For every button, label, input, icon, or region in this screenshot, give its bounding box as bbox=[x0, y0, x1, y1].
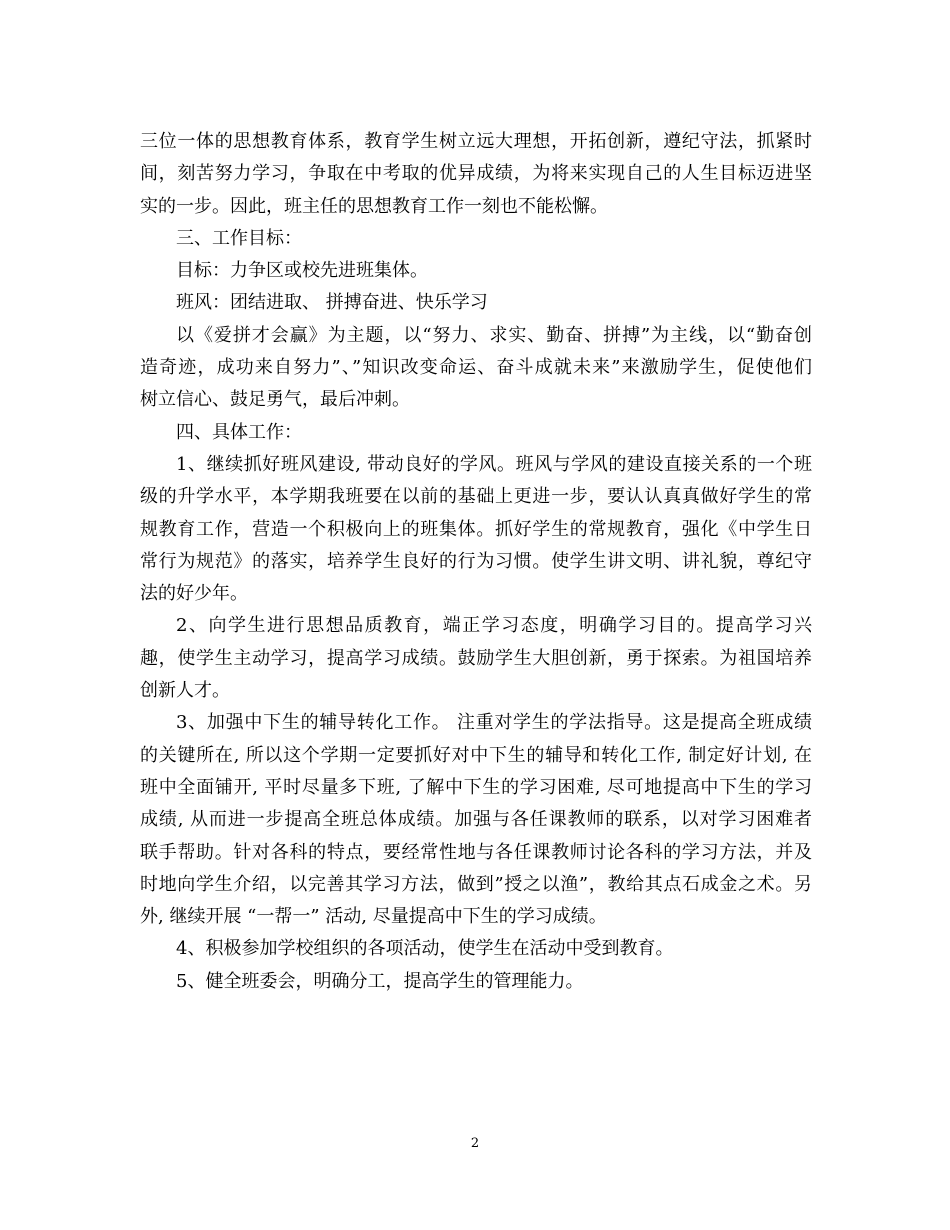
text-line: 以《爱拼才会赢》为主题，以“努力、求实、勤奋、拼搏”为主线，以“勤奋创 bbox=[176, 324, 812, 346]
text-line: 级的升学水平，本学期我班要在以前的基础上更进一步，要认认真真做好学生的常 bbox=[140, 486, 812, 508]
text-line: 班风：团结进取、 拼搏奋进、快乐学习 bbox=[176, 292, 488, 314]
text-line: 间，刻苦努力学习，争取在中考取的优异成绩，为将来实现自己的人生目标迈进坚 bbox=[140, 163, 812, 185]
section-heading: 三、工作目标： bbox=[176, 227, 302, 249]
text-line: 时地向学生介绍，以完善其学习方法，做到”授之以渔”，教给其点石成金之术。另 bbox=[140, 873, 812, 895]
text-line: 三位一体的思想教育体系，教育学生树立远大理想，开拓创新，遵纪守法，抓紧时 bbox=[140, 131, 812, 152]
text-line: 的关键所在, 所以这个学期一定要抓好对中下生的辅导和转化工作, 制定好计划, 在 bbox=[140, 744, 812, 766]
text-line: 趣，使学生主动学习，提高学习成绩。鼓励学生大胆创新，勇于探索。为祖国培养 bbox=[140, 647, 812, 669]
text-line: 4、积极参加学校组织的各项活动，使学生在活动中受到教育。 bbox=[176, 938, 674, 960]
text-line: 常行为规范》的落实，培养学生良好的行为习惯。使学生讲文明、讲礼貌，尊纪守 bbox=[140, 550, 812, 572]
text-line: 法的好少年。 bbox=[140, 583, 248, 605]
document-body bbox=[140, 126, 812, 998]
text-line: 2、向学生进行思想品质教育，端正学习态度，明确学习目的。提高学习兴 bbox=[176, 615, 812, 637]
text-line: 3、加强中下生的辅导转化工作。 注重对学生的学法指导。这是提高全班成绩 bbox=[176, 712, 812, 734]
text-line: 联手帮助。针对各科的特点，要经常性地与各任课教师讨论各科的学习方法，并及 bbox=[140, 841, 812, 863]
text-line: 成绩, 从而进一步提高全班总体成绩。加强与各任课教师的联系，以对学习困难者 bbox=[140, 809, 812, 831]
section-heading: 四、具体工作： bbox=[176, 421, 302, 443]
text-line: 创新人才。 bbox=[140, 680, 230, 702]
text-line: 目标：力争区或校先进班集体。 bbox=[176, 260, 428, 282]
text-line: 造奇迹，成功来自努力”、”知识改变命运、奋斗成就未来”来激励学生，促使他们 bbox=[140, 357, 812, 379]
text-line: 规教育工作，营造一个积极向上的班集体。抓好学生的常规教育，强化《中学生日 bbox=[140, 518, 812, 540]
page-number: 2 bbox=[470, 1136, 480, 1151]
text-line: 班中全面铺开, 平时尽量多下班, 了解中下生的学习困难, 尽可地提高中下生的学习 bbox=[140, 776, 812, 798]
text-line: 树立信心、鼓足勇气，最后冲刺。 bbox=[140, 389, 410, 411]
text-line: 外, 继续开展 “一帮一” 活动, 尽量提高中下生的学习成绩。 bbox=[140, 906, 607, 928]
text-line: 实的一步。因此，班主任的思想教育工作一刻也不能松懈。 bbox=[140, 195, 608, 217]
text-line: 1、继续抓好班风建设, 带动良好的学风。班风与学风的建设直接关系的一个班 bbox=[176, 453, 812, 475]
text-line: 5、健全班委会，明确分工，提高学生的管理能力。 bbox=[176, 970, 584, 992]
